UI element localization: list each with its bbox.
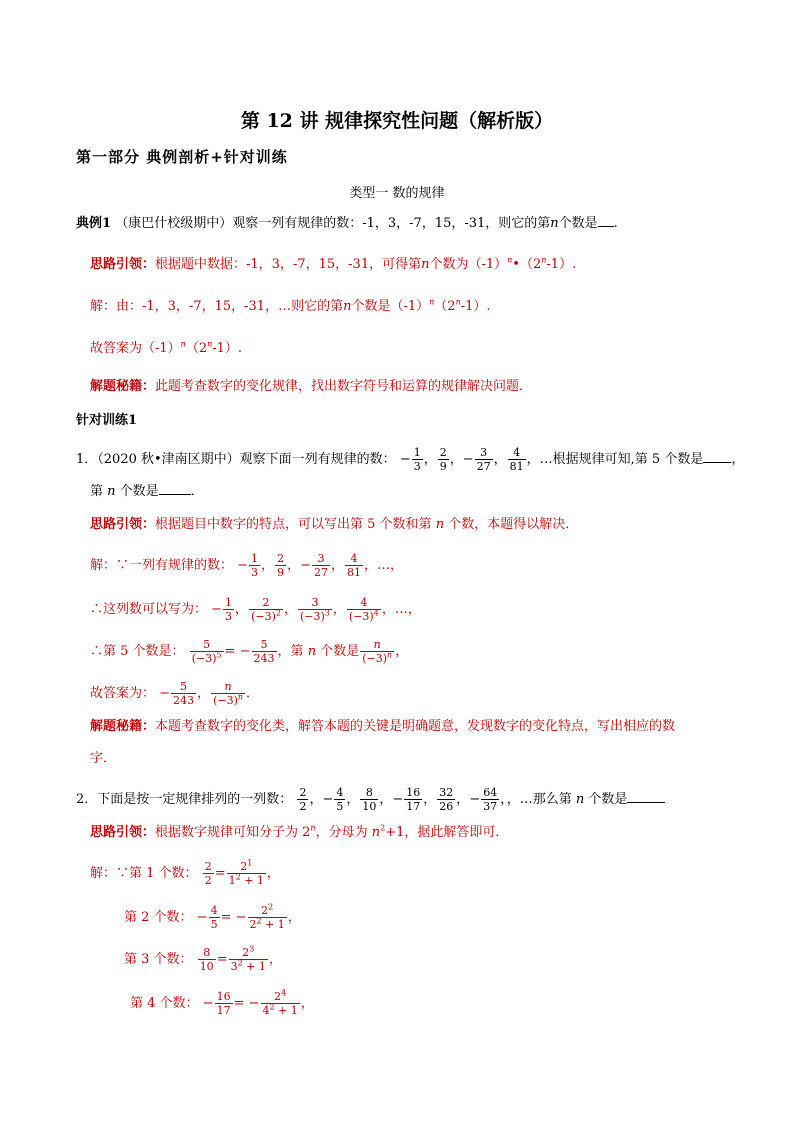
q1-answer: 故答案为： − $\frac{5}{243}$ ， $\frac{n}{(-3)^n}$ ．	[90, 680, 260, 707]
q2-item-1: 解：∵第 1 个数： $\frac{2}{2}$ = $\frac{2^1}{1^2 + 1}$ ，	[90, 858, 280, 887]
example1-answer: 故答案为$(-1)^n(2^n-1)$.	[90, 339, 243, 356]
q1-solution-2: ∴这列数可以写为： − $\frac{1}{3}$ ， $\frac{2}{(-3)^2}$ ， $\frac{3}{(-3)^3}$ ， $\frac{4}{(-3)^4}$ ，…，	[90, 596, 421, 623]
q1-idea: 思路引领：根据题目中数字的特点，可以写出第 5 个数和第 n 个数，本题得以解决．	[90, 517, 579, 532]
q1-solution-3: ∴第 5 个数是： $\frac{5}{(-3)^5}$ = − $\frac{5}{243}$ ，第 n 个数是 $\frac{n}{(-3)^n}$ ，	[90, 638, 409, 665]
q2-item-2: 第 2 个数： − $\frac{4}{5}$ = − $\frac{2^2}{2^2 + 1}$ ，	[124, 902, 301, 931]
q1-question: 1．（2020 秋•津南区期中）观察下面一列有规律的数： − $\frac{1}{3}$ ， $\frac{2}{9}$ ，− $\frac{3}{27}$ ， $\frac{4}{81}$ ，…根据规律可知,第 5 个数是 ，	[76, 446, 745, 473]
q2-idea: 思路引领：根据数字规律可知分子为 2$^n$，分母为 $n^2+1$，据此解答即可．	[90, 823, 509, 840]
q1-secret-cont: 字．	[90, 751, 117, 766]
example1-secret: 解题秘籍：此题考查数字的变化规律，找出数字符号和运算的规律解决问题．	[90, 379, 533, 394]
q2-item-3: 第 3 个数： $\frac{8}{10}$ = $\frac{2^3}{3^2 + 1}$ ，	[124, 944, 282, 973]
q1-secret: 解题秘籍：本题考查数字的变化类，解答本题的关键是明确题意，发现数字的变化特点，写出相应的数	[90, 719, 676, 734]
example1-question: 典例1 （康巴什校级期中）观察一列有规律的数：-1，3，-7，15，-31，则它的第n个数是 .	[76, 216, 618, 231]
q2-item-4: 第 4 个数： − $\frac{16}{17}$ = − $\frac{2^4}{4^2 + 1}$ ，	[130, 988, 314, 1017]
page-title: 第 12 讲 规律探究性问题（解析版）	[240, 110, 554, 132]
example1-idea: 思路引领：根据题中数据：-1，3，-7，15，-31，可得第n个数为$(-1)^n•(2^n-1)$.	[90, 255, 577, 272]
q2-question: 2．下面是按一定规律排列的一列数： $\frac{2}{2}$ ，− $\frac{4}{5}$ ， $\frac{8}{10}$ ，− $\frac{16}{17}$ ， $\frac{32}{26}$ ，− $\frac{64}{37}$ ，，…那么第 n 个数是	[76, 786, 665, 813]
example1-solution: 解：由：-1，3，-7，15，-31，…则它的第n个数是$(-1)^n(2^n-1)$.	[90, 297, 491, 314]
training1-label: 针对训练1	[76, 413, 138, 428]
q1-solution-1: 解：∵一列有规律的数： − $\frac{1}{3}$ ， $\frac{2}{9}$ ，− $\frac{3}{27}$ ， $\frac{4}{81}$ ，…，	[90, 552, 403, 579]
type-heading: 类型一 数的规律	[349, 186, 445, 201]
q1-question-line2: 第 n 个数是 ．	[90, 484, 204, 499]
part-heading: 第一部分 典例剖析+针对训练	[76, 148, 288, 166]
